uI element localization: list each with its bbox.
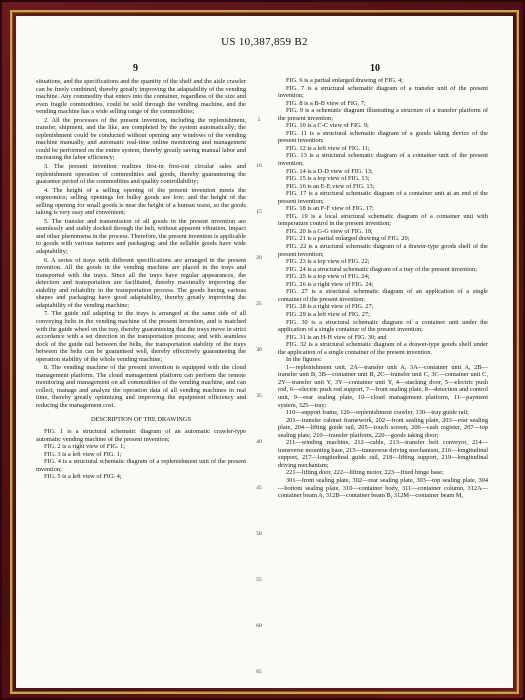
legend-entry: 211—winding machine, 212—cable, 213—transfer belt conveyor, 214—transverse mounting base, 215—transverse driving mechanism, 216—longitudinal support, 217—longitudinal guide rail, 218—lifting support, 219—longitudinal driving mechanism; bbox=[278, 439, 488, 469]
figure-description: FIG. 24 is a structural schematic diagram of a tray of the present invention; bbox=[286, 265, 477, 273]
right-text-column bbox=[278, 77, 488, 500]
line-number: 30 bbox=[256, 347, 262, 353]
figure-description: FIG. 12 is a left view of FIG. 11; bbox=[286, 144, 370, 152]
legend-entry: 301—front sealing plate, 302—rear sealing plate, 303—top sealing plate, 304—bottom sealing plate, 310—container body, 311—container column, 312A—container beam A, 312B—container beam B, 312M—container beam M, bbox=[278, 476, 488, 500]
figure-description: FIG. 23 is a top view of FIG. 22; bbox=[286, 258, 370, 266]
section-heading: DESCRIPTION OF THE DRAWINGS bbox=[91, 415, 191, 423]
paragraph: 5. The transfer and transmission of all goods in the present invention are seamlessly and stably docked through the belt, without apparent vibration, impact and other phenomena in the process. Therefore, the present invention is applicable to goods with various natures and packaging; and the sellable goods have wide adaptability; bbox=[36, 217, 246, 256]
figure-description: FIG. 27 is a structural schematic diagram of an application of a single container of the present invention; bbox=[278, 288, 488, 303]
line-number: 20 bbox=[256, 255, 262, 261]
figure-description: FIG. 17 is a structural schematic diagram of a container unit at an end of the present invention; bbox=[278, 190, 488, 205]
paragraph: situations, and the specifications and the quantity of the shelf and the aisle crawler can be freely combined, thereby greatly improving the adaptability of the vending machine. Any commodity that enters into the container, regardless of the size and even fragile commodities, could be sold through the vending machine, and the vending machine has a wide selling range of the commodities; bbox=[36, 78, 246, 116]
figure-description: FIG. 25 is a top view of FIG. 24; bbox=[286, 273, 370, 281]
figure-description: FIG. 8 is a B-B view of FIG. 7; bbox=[286, 99, 366, 107]
figure-description: FIG. 32 is a structural schematic diagram of a drawer-type goods shelf under the application of a single container of the present invention. bbox=[278, 341, 488, 356]
figure-description: FIG. 2 is a right view of FIG. 1; bbox=[44, 443, 126, 451]
figure-description: FIG. 18 is an F-F view of FIG. 17; bbox=[286, 205, 374, 213]
figure-description: FIG. 10 is a C-C view of FIG. 9; bbox=[286, 122, 369, 130]
paragraph: 2. All the processes of the present invention, including the replenishment, transfer, shipment, and the like, are completed by the system automatically; the replenishment could be conducted without opening any windows of the vending machine manually, and automatic real-time online monitoring and management could be performed on the entire system, thereby greatly saving manual labor and increasing the labor efficiency; bbox=[36, 116, 246, 162]
figure-description: FIG. 22 is a structural schematic diagram of a drawer-type goods shelf of the present invention; bbox=[278, 243, 488, 258]
line-number: 25 bbox=[256, 301, 262, 307]
paragraph: 3. The present invention realizes first-in first-out circular sales and replenishment operation of commodities and goods, thereby guaranteeing the guarantee period of the commodities and quality controllability; bbox=[36, 163, 246, 186]
legend-entry: 110—support frame, 120—replenishment crawler, 130—tray guide rail; bbox=[286, 409, 469, 417]
figure-description: FIG. 14 is a D-D view of FIG. 13; bbox=[286, 167, 373, 175]
figure-description: FIG. 16 is an E-E view of FIG. 13; bbox=[286, 182, 375, 190]
line-number: 15 bbox=[256, 209, 262, 215]
paragraph: 4. The height of a selling opening of the present invention meets the ergonomics; selling openings for bulky goods are low; and the height of the selling opening for small goods is near the height of a human waist, so the goods taking is very easy and convenient; bbox=[36, 186, 246, 217]
figure-description: FIG. 5 is a left view of FIG. 4; bbox=[44, 473, 122, 481]
figure-description: FIG. 30 is a structural schematic diagram of a container unit under the application of a single container of the present invention; bbox=[278, 318, 488, 334]
line-number: 60 bbox=[256, 623, 262, 629]
left-text-column bbox=[36, 77, 246, 481]
legend-entry: 1—replenishment unit, 2A—transfer unit A, 3A—container unit A, 2B—transfer unit B, 3B—container unit B, 2C—transfer unit C, 3C—container unit C, 2Y—transfer unit Y, 3Y—container unit Y, 4—stacking door, 5—electric push rod, 6—electric push rod support, 7—front sealing plate, 8—detection and control unit, 9—rear sealing plate, 10—cloud management platform, 11—payment system, 325—tray; bbox=[278, 363, 488, 409]
line-number: 5 bbox=[257, 117, 261, 123]
figure-description: FIG. 13 is a structural schematic diagram of a container unit of the present invention; bbox=[278, 152, 488, 168]
legend-intro: In the figures: bbox=[286, 356, 322, 364]
figure-description: FIG. 9 is a schematic diagram illustrating a structure of a transfer platform of the present invention; bbox=[278, 107, 488, 122]
left-column-number: 9 bbox=[133, 63, 138, 74]
line-number: 50 bbox=[256, 531, 262, 537]
paragraph: 7. The guide rail adapting to the trays is arranged at the same side of all conveying belts in the vending machine of the present invention, and is matched with the guide wheel on the tray, thereby guaranteeing that the trays move in strict accordance with a set direction in the transportation process; and with seamless dock of the guide rail between the belts, the transportation stability of the trays between the belts can be guaranteed well, thereby effectively guaranteeing the operation stability of the whole vending machine; bbox=[36, 310, 246, 363]
figure-description: FIG. 7 is a structural schematic diagram of a transfer unit of the present invention; bbox=[278, 84, 488, 100]
line-number: 65 bbox=[256, 669, 262, 675]
right-column-number: 10 bbox=[370, 63, 380, 74]
figure-description: FIG. 1 is a structural schematic diagram of an automatic crawler-type automatic vending machine of the present invention; bbox=[36, 428, 246, 443]
figure-description: FIG. 11 is a structural schematic diagram of a goods taking device of the present invention; bbox=[278, 129, 488, 145]
patent-page bbox=[16, 16, 513, 688]
figure-description: FIG. 28 is a right view of FIG. 27; bbox=[286, 303, 374, 311]
figure-description: FIG. 19 is a local structural schematic diagram of a container unit with temperature control in the present invention; bbox=[278, 212, 488, 228]
line-number-gutter bbox=[253, 77, 265, 677]
line-number: 40 bbox=[256, 439, 262, 445]
figure-description: FIG. 3 is a left view of FIG. 1; bbox=[44, 450, 122, 458]
legend-entry: 221—lifting door, 222—lifting motor, 223—fixed hinge base; bbox=[286, 469, 444, 477]
figure-description: FIG. 21 is a partial enlarged drawing of FIG. 20; bbox=[286, 235, 410, 243]
paragraph: 6. A series of trays with different specifications are arranged in the present invention. All the goods in the vending machine are placed in the trays and transported with the trays. Since all the trays have regular appearances, the detection and transportation are facilitated, thereby maximally improving the stability and reliability in the transportation process. The goods having various shapes and packaging have good adaptability, thereby greatly improving the adaptability of the vending machine; bbox=[36, 256, 246, 309]
line-number: 55 bbox=[256, 577, 262, 583]
figure-description: FIG. 20 is a G-G view of FIG. 19; bbox=[286, 227, 373, 235]
line-number: 10 bbox=[256, 163, 262, 169]
figure-description: FIG. 31 is an H-H view of FIG. 30; and bbox=[286, 333, 387, 341]
figure-description: FIG. 4 is a structural schematic diagram of a replenishment unit of the present invention; bbox=[36, 458, 246, 473]
line-number: 45 bbox=[256, 485, 262, 491]
patent-number: US 10,387,859 B2 bbox=[221, 36, 308, 48]
legend-entry: 201—transfer cabinet framework, 202—front sealing plate, 203—rear sealing plate, 204—lifting guide rail, 205—touch screen, 206—cash register, 207—top sealing plate, 210—transfer platform, 220—goods taking door; bbox=[278, 416, 488, 439]
figure-description: FIG. 6 is a partial enlarged drawing of FIG. 4; bbox=[286, 77, 404, 84]
paragraph: 8. The vending machine of the present invention is equipped with the cloud management platform. The cloud management platform can perform the remote monitoring and management on all commodities of the vending machine, and can collect, manage and analyze the operation data of all vending machines in real time, thereby greatly optimizing and improving the equipment efficiency and reducing the management cost. bbox=[36, 364, 246, 409]
line-number: 35 bbox=[256, 393, 262, 399]
figure-description: FIG. 15 is a top view of FIG. 13; bbox=[286, 175, 370, 183]
figure-description: FIG. 29 is a left view of FIG. 27; bbox=[286, 310, 370, 318]
figure-description: FIG. 26 is a right view of FIG. 24; bbox=[286, 280, 374, 288]
